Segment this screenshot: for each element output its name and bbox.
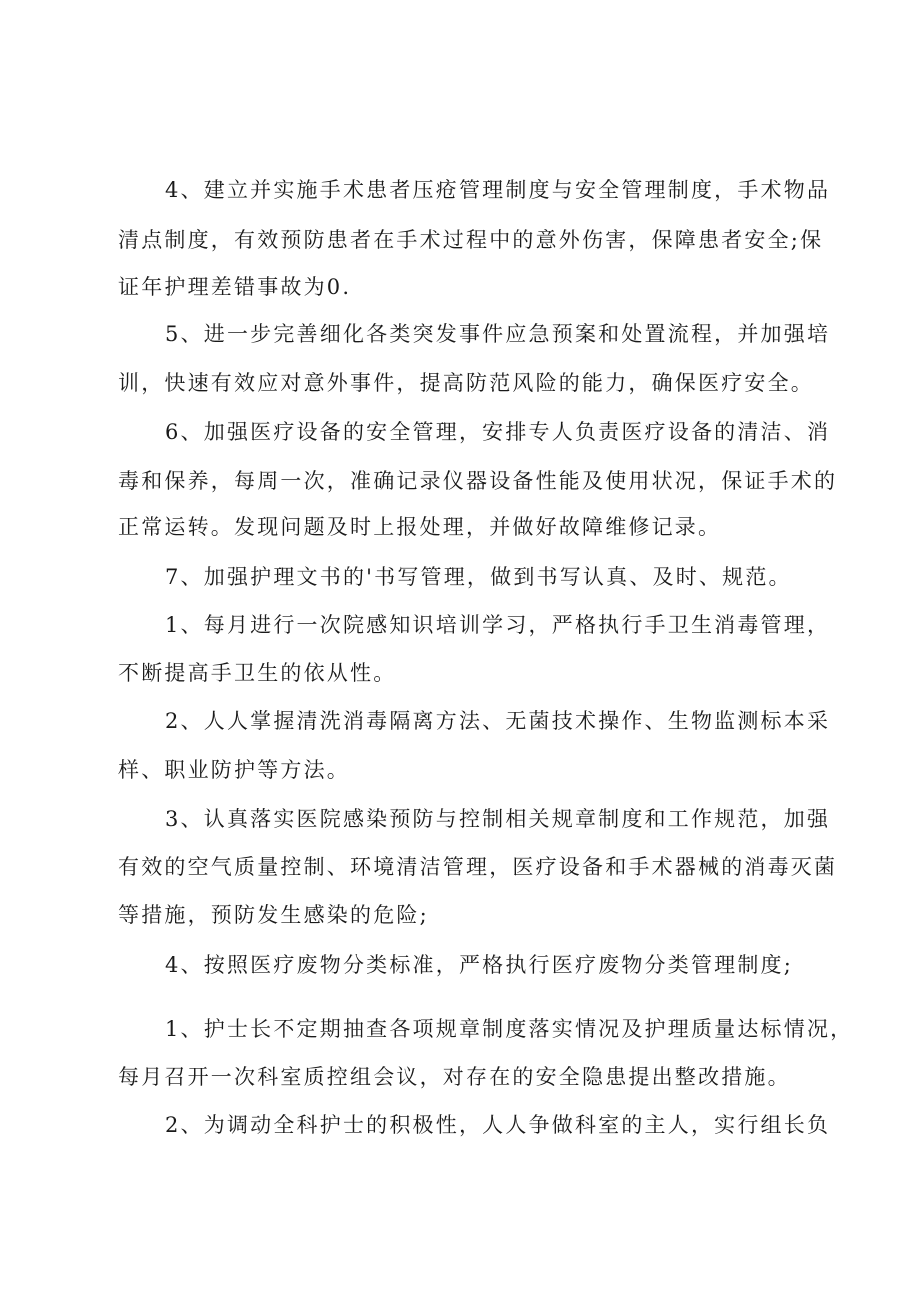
paragraph-7-line-3: 等措施，预防发生感染的危险; — [118, 903, 429, 927]
paragraph-1-line-3: 证年护理差错事故为0. — [118, 275, 352, 299]
paragraph-1-line-2: 清点制度，有效预防患者在手术过程中的意外伤害，保障患者安全;保 — [118, 228, 824, 252]
paragraph-10-line-1: 2、为调动全科护士的积极性，人人争做科室的主人，实行组长负 — [165, 1113, 831, 1137]
paragraph-3-line-2: 毒和保养，每周一次，准确记录仪器设备性能及使用状况，保证手术的 — [118, 469, 838, 493]
paragraph-7-line-1: 3、认真落实医院感染预防与控制相关规章制度和工作规范，加强 — [165, 807, 831, 831]
paragraph-7-line-2: 有效的空气质量控制、环境清洁管理，医疗设备和手术器械的消毒灭菌 — [118, 855, 838, 879]
paragraph-6-line-1: 2、人人掌握清洗消毒隔离方法、无菌技术操作、生物监测标本采 — [165, 709, 831, 733]
paragraph-4-line-1: 7、加强护理文书的'书写管理，做到书写认真、及时、规范。 — [165, 565, 792, 589]
paragraph-2-line-2: 训，快速有效应对意外事件，提高防范风险的能力，确保医疗安全。 — [118, 371, 814, 395]
paragraph-5-line-1: 1、每月进行一次院感知识培训学习，严格执行手卫生消毒管理， — [165, 613, 831, 637]
paragraph-6-line-2: 样、职业防护等方法。 — [118, 758, 350, 782]
paragraph-3-line-1: 6、加强医疗设备的安全管理，安排专人负责医疗设备的清洁、消 — [165, 420, 831, 444]
paragraph-9-line-1: 1、护士长不定期抽查各项规章制度落实情况及护理质量达标情况， — [165, 1017, 854, 1041]
paragraph-5-line-2: 不断提高手卫生的依从性。 — [118, 661, 397, 685]
paragraph-8-line-1: 4、按照医疗废物分类标准，严格执行医疗废物分类管理制度; — [165, 953, 794, 977]
paragraph-9-line-2: 每月召开一次科室质控组会议，对存在的安全隐患提出整改措施。 — [118, 1065, 791, 1089]
paragraph-1-line-1: 4、建立并实施手术患者压疮管理制度与安全管理制度，手术物品 — [165, 178, 831, 202]
paragraph-2-line-1: 5、进一步完善细化各类突发事件应急预案和处置流程，并加强培 — [165, 322, 831, 346]
paragraph-3-line-3: 正常运转。发现问题及时上报处理，并做好故障维修记录。 — [118, 515, 722, 539]
